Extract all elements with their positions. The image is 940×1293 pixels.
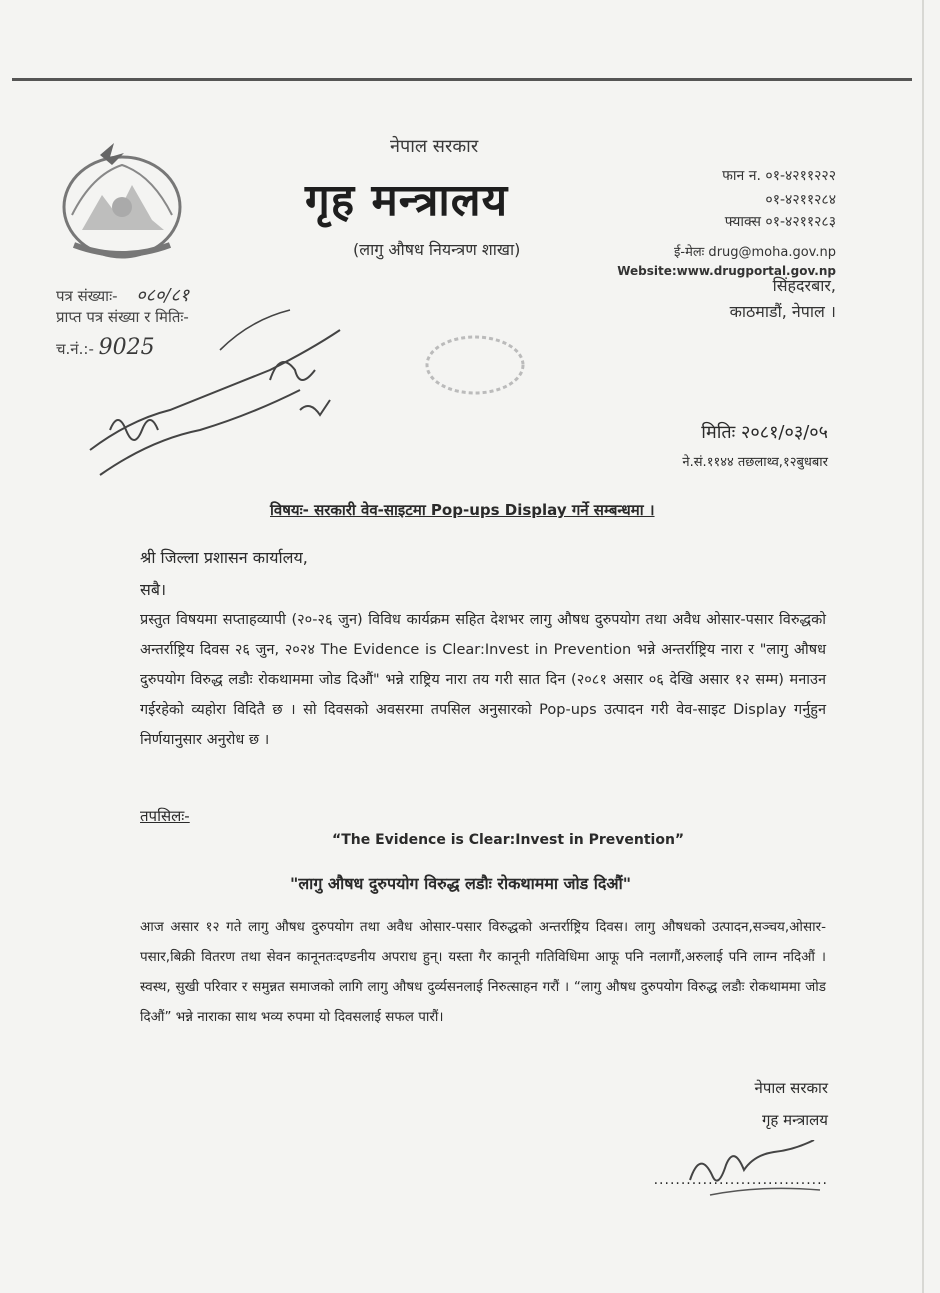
received-letter: प्राप्त पत्र संख्या र मितिः- — [56, 308, 189, 326]
letter-number-label: पत्र संख्याः- — [56, 287, 118, 305]
ministry-title: गृह मन्त्रालय — [305, 175, 509, 226]
address-line-1: सिंहदरबार, — [772, 276, 836, 295]
phone-2: ०१-४२११२८४ — [765, 192, 836, 208]
slogan-nepali: "लागु औषध दुरुपयोग विरुद्ध लडौः रोकथाममा जोड दिऔं" — [290, 874, 632, 893]
dispatch-label: च.नं.:- — [56, 340, 94, 358]
phone-1: फान न. ०१-४२११२२२ — [722, 168, 836, 184]
government-name: नेपाल सरकार — [390, 136, 479, 157]
nepal-emblem-icon — [52, 135, 192, 265]
nepal-sambat-date: ने.सं.११४४ तछलाथ्व,१२बुधबार — [682, 455, 828, 470]
body-paragraph-2: आज असार १२ गते लागु औषध दुरुपयोग तथा अवैध ओसार-पसार विरुद्धको अन्तर्राष्ट्रिय दिवस। लागु औषधको उत्पादन,सञ्चय,ओसार-पसार,बिक्री वितरण तथा सेवन कानूनतःदण्डनीय अपराध हुन्। यस्ता गैर कानूनी गतिविधिमा आफू पनि नलागौं,अरुलाई पनि लाग्न नदिऔं । स्वस्थ, सुखी परिवार र समुन्नत समाजको लागि लागु औषध दुर्व्यसनलाई निरुत्साहन गरौं । “लागु औषध दुरुपयोग विरुद्ध लडौः रोकथाममा जोड दिऔं” भन्ने नाराका साथ भव्य रुपमा यो दिवसलाई सफल पारौं। — [140, 919, 826, 1025]
page-edge — [922, 0, 924, 1293]
tapasil-label: तपसिलः- — [140, 807, 190, 825]
email: ई-मेलः drug@moha.gov.np — [674, 245, 836, 260]
section-name: (लागु औषध नियन्त्रण शाखा) — [353, 240, 521, 259]
letter-date: मितिः २०८१/०३/०५ — [701, 422, 828, 443]
subject-line: विषयः- सरकारी वेव-साइटमा Pop-ups Display गर्ने सम्बन्धमा । — [270, 501, 655, 519]
dispatch-value: 9025 — [98, 335, 155, 360]
body-paragraph-1: प्रस्तुत विषयमा सप्ताहव्यापी (२०-२६ जुन) विविध कार्यक्रम सहित देशभर लागु औषध दुरुपयोग तथा अवैध ओसार-पसार विरुद्धको अन्तर्राष्ट्रिय दिवस २६ जुन, २०२४ The Evidence is Clear:Invest in Prevention भन्ने अन्तर्राष्ट्रिय नारा र "लागु औषध दुरुपयोग विरुद्ध लडौः रोकथाममा जोड दिऔं" भन्ने राष्ट्रिय नारा तय गरी सात दिन (२०८१ असार ०६ देखि असार १२ सम्म) मनाउन गईरहेको व्यहोरा विदितै छ । सो दिवसको अवसरमा तपसिल अनुसारको Pop-ups उत्पादन गरी वेव-साइट Display गर्नुहुन निर्णयानुसार अनुरोध छ । — [140, 612, 826, 748]
signature-dots: ................................ — [653, 1172, 828, 1188]
signature-ministry: गृह मन्त्रालय — [761, 1111, 828, 1129]
address-line-2: काठमाडौं, नेपाल । — [729, 302, 836, 321]
faint-stamp — [420, 330, 530, 400]
addressee-line-2: सबै। — [140, 580, 167, 599]
addressee-line-1: श्री जिल्ला प्रशासन कार्यालय, — [140, 548, 308, 567]
fax-number: फ्याक्स ०१-४२११२८३ — [724, 214, 836, 230]
handwritten-note — [70, 290, 370, 490]
slogan-english: “The Evidence is Clear:Invest in Prevention” — [332, 832, 685, 848]
header-rule — [12, 78, 912, 81]
website: Website:www.drugportal.gov.np — [617, 264, 836, 278]
letter-number-value: ०८०/८१ — [136, 285, 190, 306]
signature-government: नेपाल सरकार — [754, 1079, 828, 1097]
